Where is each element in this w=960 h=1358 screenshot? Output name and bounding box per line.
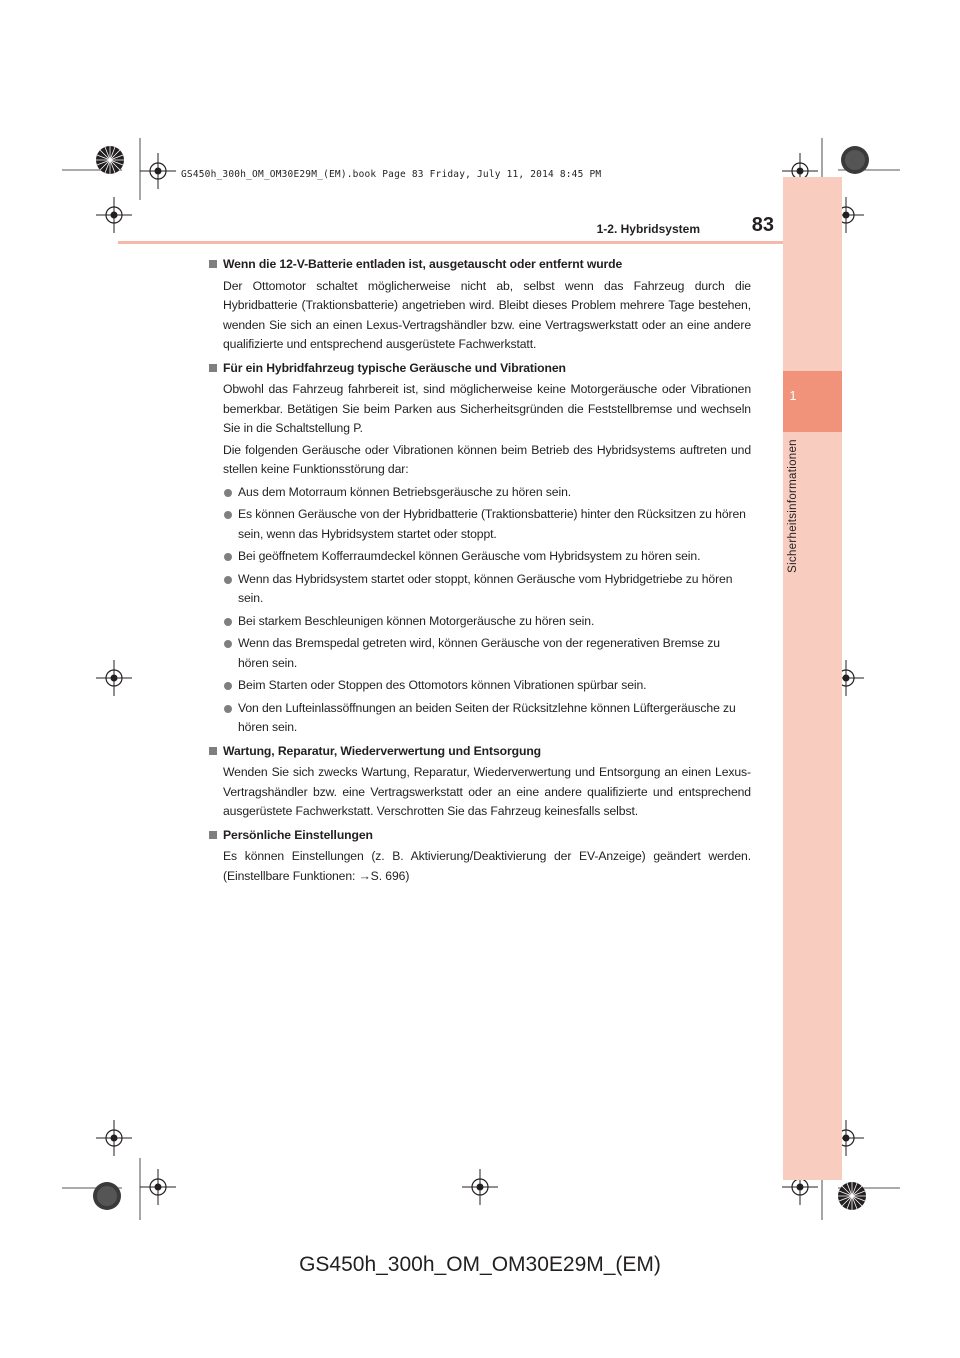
circle-bullet-icon: [224, 553, 232, 561]
page-number: 83: [751, 214, 774, 236]
list-item: [209, 547, 751, 567]
heading-text: Wenn die 12-V-Batterie entladen ist, ausgetauscht oder entfernt wurde: [223, 257, 623, 271]
list-item: [209, 699, 751, 738]
list-item-text: Von den Lufteinlassöffnungen an beiden Seiten der Rücksitzlehne können Lüftergeräusche zu hören sein.: [238, 700, 736, 734]
page-content: [209, 255, 751, 886]
list-item-text: Es können Geräusche von der Hybridbatterie (Traktionsbatterie) hinter den Rücksitzen zu hören sein, wenn das Hybridsystem startet oder stoppt.: [238, 507, 746, 541]
list-item: [209, 634, 751, 673]
chapter-label: Sicherheitsinformationen: [787, 439, 799, 573]
circle-bullet-icon: [224, 682, 232, 690]
section-heading: [209, 826, 751, 846]
paragraph: Obwohl das Fahrzeug fahrbereit ist, sind möglicherweise keine Motorgeräusche oder Vibrationen bemerkbar. Betätigen Sie beim Parken aus Sicherheitsgründen die Feststellbremse und wechseln Sie in die Schaltstellung P.: [223, 382, 751, 435]
square-bullet-icon: [209, 747, 217, 755]
circle-bullet-icon: [224, 640, 232, 648]
paragraph: Die folgenden Geräusche oder Vibrationen können beim Betrieb des Hybridsystems auftreten und stellen keine Funktionsstörung dar:: [223, 442, 751, 476]
paragraph: Der Ottomotor schaltet möglicherweise nicht ab, selbst wenn das Fahrzeug durch die Hybridbatterie (Traktionsbatterie) angetrieben wird. Bleibt dieses Problem mehrere Tage bestehen, wenden Sie sich an einen Lexus-Vertragshändler bzw. eine Vertragswerkstatt oder an eine andere qualifizierte und entsprechend ausgerüstete Fachwerkstatt.: [223, 278, 751, 351]
list-item: [209, 483, 751, 503]
square-bullet-icon: [209, 831, 217, 839]
circle-bullet-icon: [224, 489, 232, 497]
section-heading: [209, 742, 751, 762]
square-bullet-icon: [209, 364, 217, 372]
circle-bullet-icon: [224, 618, 232, 626]
list-item-text: Bei starkem Beschleunigen können Motorgeräusche zu hören sein.: [238, 613, 595, 628]
list-item-text: Bei geöffnetem Kofferraumdeckel können Geräusche vom Hybridsystem zu hören sein.: [238, 549, 701, 563]
square-bullet-icon: [209, 260, 217, 268]
heading-text: Für ein Hybridfahrzeug typische Geräusche und Vibrationen: [223, 360, 566, 375]
file-stamp: GS450h_300h_OM_OM30E29M_(EM).book Page 83 Friday, July 11, 2014 8:45 PM: [181, 169, 602, 180]
list-item-text: Wenn das Hybridsystem startet oder stoppt, können Geräusche vom Hybridgetriebe zu hören sein.: [238, 571, 733, 605]
list-item: [209, 676, 751, 696]
section-heading: [209, 255, 751, 275]
paragraph: Es können Einstellungen (z. B. Aktivierung/Deaktivierung der EV-Anzeige) geändert werden. (Einstellbare Funktionen: →S. 696): [223, 849, 751, 883]
header-rule: [118, 241, 783, 244]
list-item-text: Aus dem Motorraum können Betriebsgeräusche zu hören sein.: [238, 484, 572, 499]
list-item-text: Beim Starten oder Stoppen des Ottomotors können Vibrationen spürbar sein.: [238, 678, 647, 692]
heading-text: Wartung, Reparatur, Wiederverwertung und Entsorgung: [223, 743, 542, 758]
section-title: 1-2. Hybridsystem: [596, 222, 700, 236]
list-item-text: Wenn das Bremspedal getreten wird, können Geräusche von der regenerativen Bremse zu hören sein.: [238, 636, 720, 670]
list-item: [209, 612, 751, 632]
circle-bullet-icon: [224, 705, 232, 713]
list-item: [209, 570, 751, 609]
heading-text: Persönliche Einstellungen: [223, 827, 373, 842]
circle-bullet-icon: [224, 576, 232, 584]
circle-bullet-icon: [224, 511, 232, 519]
document-code: GS450h_300h_OM_OM30E29M_(EM): [299, 1253, 661, 1276]
section-heading: [209, 359, 751, 379]
chapter-side-strip: [783, 177, 842, 1180]
chapter-number: 1: [789, 388, 797, 403]
list-item: [209, 505, 751, 544]
paragraph: Wenden Sie sich zwecks Wartung, Reparatur, Wiederverwertung und Entsorgung an einen Lexus-Vertragshändler bzw. eine Vertragswerkstatt oder an eine andere qualifizierte und entsprechend ausgerüstete Fachwerkstatt. Verschrotten Sie das Fahrzeug keinesfalls selbst.: [223, 765, 751, 818]
